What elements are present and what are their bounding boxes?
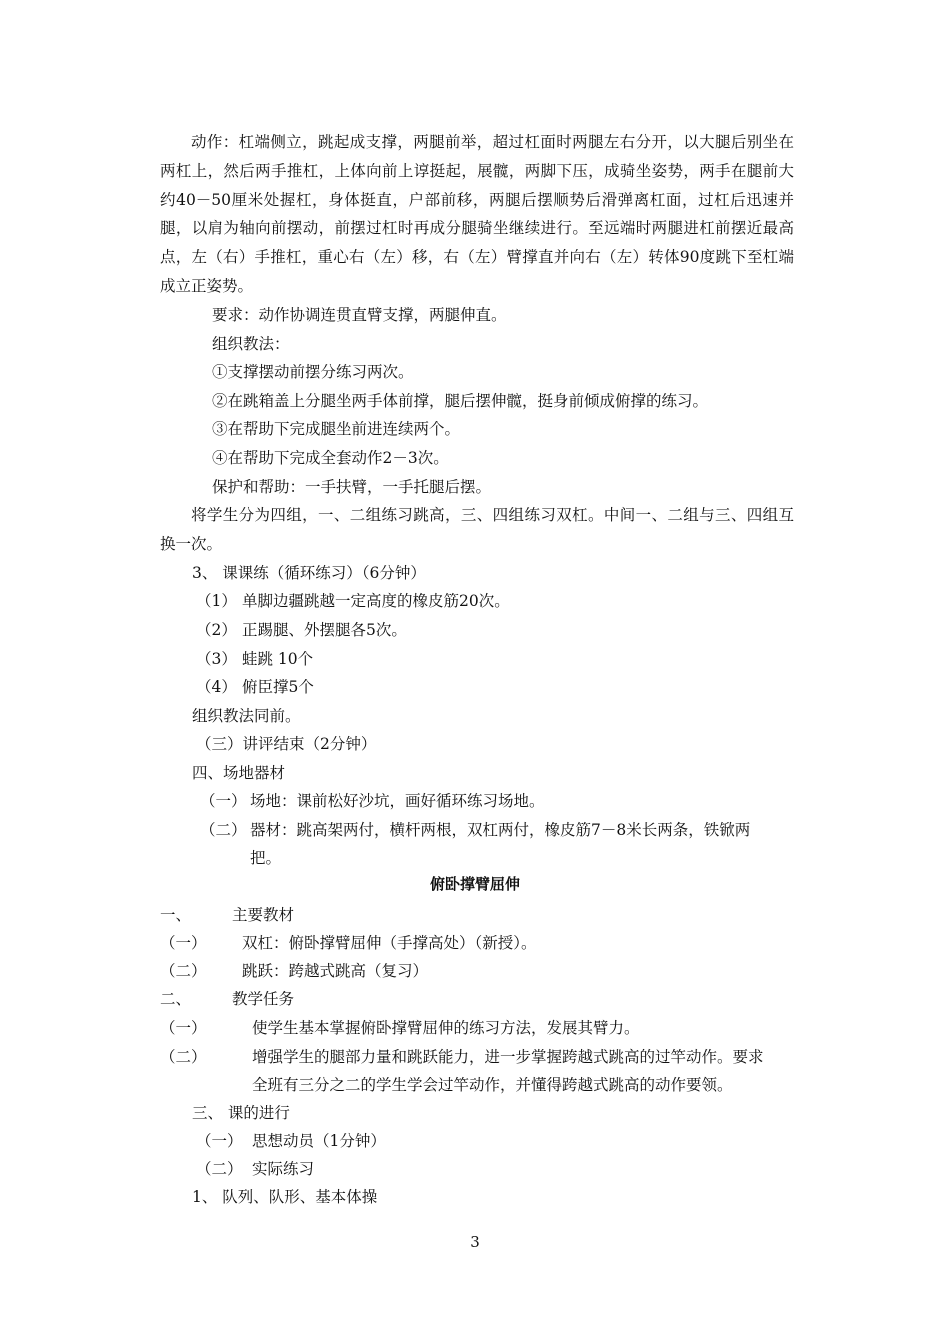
venue-item-num: （一） bbox=[200, 792, 247, 810]
material-text: 双杠：俯卧撑臂屈伸（手撑高处）（新授）。 bbox=[242, 934, 537, 952]
grouping-paragraph: 将学生分为四组，一、二组练习跳高，三、四组练习双杠。中间一、二组与三、四组互换一次。 bbox=[160, 506, 794, 553]
circuit-item-text: 蛙跳 10个 bbox=[242, 650, 314, 668]
protection-line: 保护和帮助：一手扶臂，一手托腿后摆。 bbox=[212, 478, 492, 496]
drill-line: 1、 队列、队形、基本体操 bbox=[192, 1188, 378, 1206]
material-text: 跳跃：跨越式跳高（复习） bbox=[242, 962, 429, 980]
circuit-item-text: 俯臣撑5个 bbox=[242, 678, 314, 696]
step-item: ①支撑摆动前摆分练习两次。 bbox=[212, 363, 414, 381]
task-text: 增强学生的腿部力量和跳跃能力，进一步掌握跨越式跳高的过竿动作。要求 bbox=[252, 1048, 764, 1066]
progress-num: （二） bbox=[196, 1160, 243, 1178]
outline-num: 一、 bbox=[160, 906, 192, 924]
page-number: 3 bbox=[470, 1233, 480, 1251]
material-num: （一） bbox=[160, 934, 207, 952]
progress-text: 实际练习 bbox=[252, 1160, 315, 1178]
venue-item-text: 场地：课前松好沙坑，画好循环练习场地。 bbox=[250, 792, 545, 810]
circuit-item-num: （1） bbox=[196, 592, 237, 610]
progress-num: （一） bbox=[196, 1132, 243, 1150]
task-num: （二） bbox=[160, 1048, 207, 1066]
outline-heading: 教学任务 bbox=[232, 990, 295, 1008]
org-heading: 组织教法： bbox=[212, 335, 290, 353]
requirement-line: 要求：动作协调连贯直臂支撑，两腿伸直。 bbox=[212, 306, 507, 324]
action-paragraph: 动作：杠端侧立，跳起成支撑，两腿前举，超过杠面时两腿左右分开，以大腿后别坐在两杠上，然后两手推杠，上体向前上谆挺起，展髋，两脚下压，成骑坐姿势，两手在腿前大约40－50厘米处握杠，身体挺直，户部前移，两腿后摆顺势后滑弹离杠面，过杠后迅速并腿，以肩为轴向前摆动，前摆过杠时再成分腿骑坐继续进行。至远端时两腿进杠前摆近最高点，左（右）手推杠，重心右（左）移，右（左）臂撑直并向右（左）转体90度跳下至杠端成立正姿势。 bbox=[160, 133, 794, 295]
task-text-cont: 全班有三分之二的学生学会过竿动作，并懂得跨越式跳高的动作要领。 bbox=[252, 1076, 733, 1094]
outline-heading: 主要教材 bbox=[232, 906, 295, 924]
circuit-item-num: （2） bbox=[196, 621, 237, 639]
progress-text: 思想动员（1分钟） bbox=[252, 1132, 386, 1150]
outline-num: 二、 bbox=[160, 990, 192, 1008]
venue-item-text: 器材：跳高架两付，横杆两根，双杠两付，橡皮筋7－8米长两条，铁锨两 bbox=[250, 821, 751, 839]
section-title: 俯卧撑臂屈伸 bbox=[429, 875, 520, 893]
task-num: （一） bbox=[160, 1019, 207, 1037]
circuit-item-text: 正踢腿、外摆腿各5次。 bbox=[242, 621, 407, 639]
circuit-heading: 3、 课课练（循环练习）（6分钟） bbox=[192, 564, 426, 582]
material-num: （二） bbox=[160, 962, 207, 980]
step-item: ②在跳箱盖上分腿坐两手体前撑，腿后摆伸髋，挺身前倾成俯撑的练习。 bbox=[212, 392, 709, 410]
venue-item-cont: 把。 bbox=[250, 849, 282, 867]
circuit-item-text: 单脚边疆跳越一定高度的橡皮筋20次。 bbox=[242, 592, 510, 610]
org-same-line: 组织教法同前。 bbox=[192, 707, 301, 725]
circuit-item-num: （4） bbox=[196, 678, 237, 696]
step-item: ④在帮助下完成全套动作2－3次。 bbox=[212, 449, 449, 467]
venue-heading: 四、场地器材 bbox=[192, 764, 286, 782]
circuit-item-num: （3） bbox=[196, 650, 237, 668]
progress-heading: 三、 课的进行 bbox=[192, 1104, 290, 1122]
task-text: 使学生基本掌握俯卧撑臂屈伸的练习方法，发展其臂力。 bbox=[252, 1019, 640, 1037]
step-item: ③在帮助下完成腿坐前进连续两个。 bbox=[212, 420, 461, 438]
venue-item-num: （二） bbox=[200, 821, 247, 839]
review-line: （三）讲评结束（2分钟） bbox=[196, 735, 377, 753]
